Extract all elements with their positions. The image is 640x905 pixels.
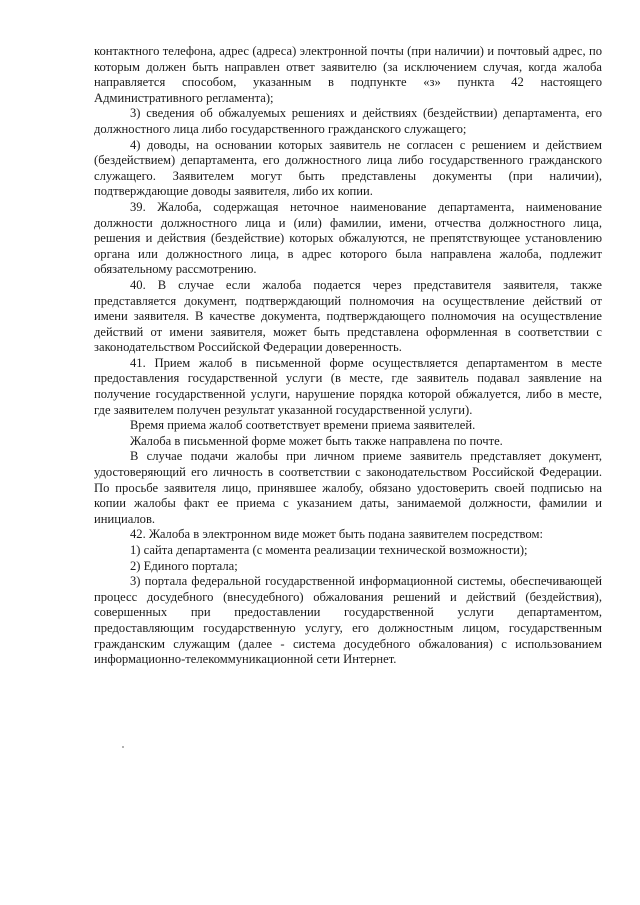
paragraph-item-4: 4) доводы, на основании которых заявитель не согласен с решением и действием (бездействием) департамента, его должностного лица либо государственного гражданского служащего. Заявителем могут быть представлены документы (при наличии), подтверждающие доводы заявителя, либо их копии. <box>94 137 602 199</box>
list-item-2: 2) Единого портала; <box>130 558 238 573</box>
paragraph-41: 41. Прием жалоб в письменной форме осуществляется департаментом в месте предоставления государственной услуги (в месте, где заявитель подавал заявление на получение государственной услуги, нарушение порядка которой обжалуется, либо в месте, где заявителем получен результат указанной государственной услуги). <box>94 355 602 417</box>
paragraph-personal-reception: В случае подачи жалобы при личном приеме заявитель представляет документ, удостоверяющий его личность в соответствии с законодательством Российской Федерации. По просьбе заявителя лицо, принявшее жалобу, обязано удостоверить своей подписью на копии жалобы факт ее приема с указанием даты, занимаемой должности, фамилии и инициалов. <box>94 449 602 526</box>
paragraph-39: 39. Жалоба, содержащая неточное наименование департамента, наименование должности должностного лица и (или) фамилии, имени, отчества должностного лица, решения и действия (бездействие) которых обжалуются, не препятствующее установлению органа или должностного лица, в адрес которого была направлена жалоба, подлежит обязательному рассмотрению. <box>94 199 602 277</box>
list-item-1: 1) сайта департамента (с момента реализации технической возможности); <box>130 543 528 557</box>
paragraph-by-mail: Жалоба в письменной форме может быть также направлена по почте. <box>130 433 503 448</box>
scan-speck <box>122 746 124 748</box>
paragraph-item-3: 3) сведения об обжалуемых решениях и действиях (бездействии) департамента, его должностного лица либо государственного гражданского служащего; <box>94 106 602 136</box>
paragraph-42: 42. Жалоба в электронном виде может быть подана заявителем посредством: <box>130 527 543 542</box>
paragraph-40: 40. В случае если жалоба подается через представителя заявителя, также представляется документ, подтверждающий полномочия на осуществление действий от имени заявителя. В качестве документа, подтверждающего полномочия на осуществление действий от имени заявителя, может быть представлена оформленная в соответствии с законодательством Российской Федерации доверенность. <box>94 277 602 355</box>
document-body <box>94 44 602 668</box>
paragraph-contact-details: контактного телефона, адрес (адреса) электронной почты (при наличии) и почтовый адрес, по которым должен быть направлен ответ заявителю (за исключением случая, когда жалоба направляется способом, указанным в подпункте «з» пункта 42 настоящего Административного регламента); <box>94 44 602 105</box>
list-item-3: 3) портала федеральной государственной информационной системы, обеспечивающей процесс досудебного (внесудебного) обжалования решений и действий (бездействия), совершенных при предоставлении государственной услуги департаментом, предоставляющим государственную услугу, его должностным лицом, государственным гражданским служащим (далее - система досудебного обжалования) с использованием информационно-телекоммуникационной сети Интернет. <box>94 574 602 667</box>
paragraph-reception-time: Время приема жалоб соответствует времени приема заявителей. <box>130 418 476 433</box>
